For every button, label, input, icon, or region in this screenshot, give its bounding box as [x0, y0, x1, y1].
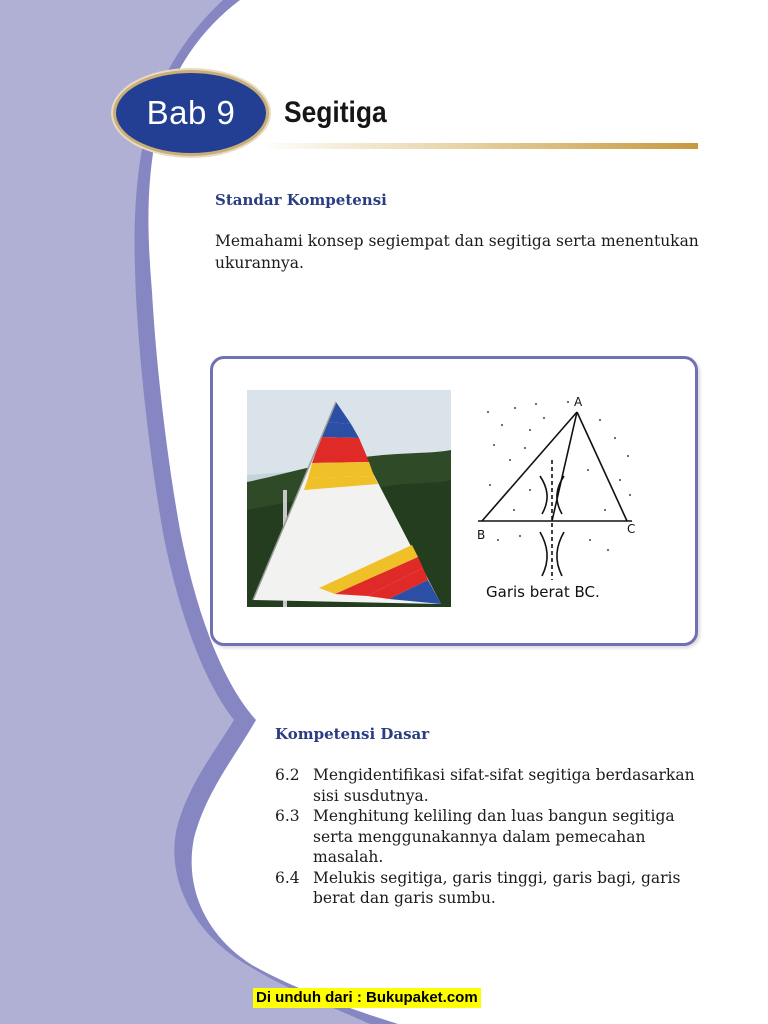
item-line: sisi susdutnya.: [313, 786, 429, 805]
standar-kompetensi-text: [215, 230, 699, 274]
kompetensi-dasar-heading: Kompetensi Dasar: [275, 725, 430, 743]
standar-kompetensi-line: Memahami konsep segiempat dan segitiga serta menentukan: [215, 232, 699, 250]
vertex-label-c: C: [627, 522, 636, 536]
median-construction-sketch: [470, 390, 640, 608]
list-item: [275, 868, 695, 909]
chapter-title: Segitiga: [284, 96, 387, 129]
item-number: 6.4: [275, 868, 300, 887]
item-line: berat dan garis sumbu.: [313, 889, 496, 907]
vertex-label-b: B: [477, 528, 486, 542]
standar-kompetensi-heading: Standar Kompetensi: [215, 191, 387, 209]
download-source-link[interactable]: Di unduh dari : Bukupaket.com: [253, 988, 481, 1008]
standar-kompetensi-line: ukurannya.: [215, 254, 304, 272]
chapter-number: Bab 9: [146, 94, 236, 131]
sailboat-photo: [247, 390, 451, 607]
item-number: 6.3: [275, 807, 300, 825]
item-line: masalah.: [313, 848, 384, 866]
list-item: [275, 806, 695, 868]
kompetensi-dasar-list: [275, 765, 695, 909]
item-line: Melukis segitiga, garis tinggi, garis bagi, garis: [313, 868, 681, 887]
item-line: serta menggunakannya dalam pemecahan: [313, 827, 646, 846]
item-number: 6.2: [275, 766, 300, 784]
chapter-number-badge: [113, 70, 269, 156]
title-underline: [258, 143, 698, 149]
item-line: Mengidentifikasi sifat-sifat segitiga berdasarkan: [313, 766, 695, 784]
vertex-label-a: A: [574, 395, 583, 409]
sketch-caption: Garis berat BC.: [486, 583, 600, 601]
item-line: Menghitung keliling dan luas bangun segitiga: [313, 807, 675, 825]
list-item: [275, 765, 695, 806]
